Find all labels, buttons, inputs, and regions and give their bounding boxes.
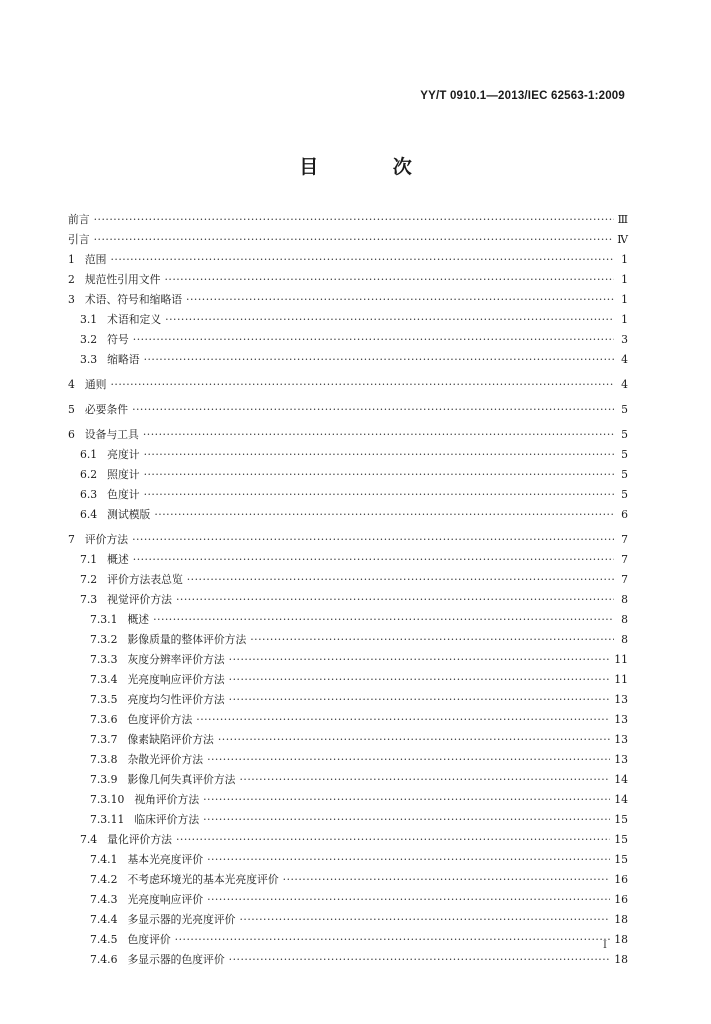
toc-entry-number: 7.3.4 — [90, 673, 118, 686]
toc-entry-title: 影像几何失真评价方法 — [127, 773, 236, 786]
toc-entry[interactable] — [68, 250, 628, 270]
toc-entry-title: 术语和定义 — [107, 313, 162, 326]
toc-entry[interactable] — [68, 730, 628, 750]
toc-entry[interactable] — [68, 330, 628, 350]
toc-entry-title: 临床评价方法 — [134, 813, 200, 826]
toc-entry[interactable] — [68, 290, 628, 310]
toc-entry-title: 视觉评价方法 — [107, 593, 172, 606]
toc-entry-title: 灰度分辨率评价方法 — [127, 653, 225, 666]
dot-leader — [218, 730, 610, 750]
toc-entry-title: 评价方法 — [84, 533, 129, 546]
toc-entry-title: 量化评价方法 — [107, 833, 172, 846]
toc-entry[interactable] — [68, 350, 628, 370]
toc-entry-page: 18 — [614, 913, 628, 926]
toc-entry-title: 术语、符号和缩略语 — [84, 293, 183, 306]
toc-entry-number: 7.3.9 — [90, 773, 118, 786]
dot-leader — [207, 850, 610, 870]
dot-leader — [176, 830, 610, 850]
toc-entry[interactable] — [68, 530, 628, 550]
toc-entry-number: 2 — [68, 273, 75, 286]
dot-leader — [144, 445, 614, 465]
toc-entry-title: 前言 — [68, 213, 90, 226]
page-title: 目 次 — [299, 156, 446, 178]
toc-entry-number: 6.1 — [80, 448, 98, 461]
toc-entry-title: 基本光亮度评价 — [127, 853, 204, 866]
toc-entry-page: 15 — [614, 813, 628, 826]
toc-entry-title: 多显示器的光亮度评价 — [127, 913, 236, 926]
dot-leader — [207, 750, 610, 770]
toc-entry[interactable] — [68, 445, 628, 465]
toc-entry-number: 1 — [68, 253, 75, 266]
toc-entry[interactable] — [68, 670, 628, 690]
toc-entry-page: 7 — [621, 533, 628, 546]
toc-entry[interactable] — [68, 630, 628, 650]
toc-entry-number: 7 — [68, 533, 75, 546]
toc-entry-number: 7.3.8 — [90, 753, 118, 766]
toc-entry[interactable] — [68, 690, 628, 710]
dot-leader — [132, 400, 614, 420]
toc-entry-page: 15 — [614, 853, 628, 866]
toc-entry-page: 1 — [621, 273, 628, 286]
toc-entry-page: 5 — [621, 468, 628, 481]
dot-leader — [207, 890, 610, 910]
dot-leader — [250, 630, 614, 650]
dot-leader — [229, 950, 611, 970]
toc-entry-page: 14 — [614, 773, 628, 786]
toc-entry-number: 7.4.3 — [90, 893, 118, 906]
toc-entry-title: 设备与工具 — [84, 428, 139, 441]
toc-entry[interactable] — [68, 770, 628, 790]
toc-entry-title: 光亮度响应评价 — [127, 893, 204, 906]
dot-leader — [110, 250, 614, 270]
toc-entry-title: 视角评价方法 — [134, 793, 200, 806]
toc-entry-page: 13 — [614, 713, 628, 726]
toc-entry-title: 缩略语 — [107, 353, 140, 366]
toc-entry-title: 概述 — [107, 553, 129, 566]
toc-entry-page: 16 — [614, 893, 628, 906]
toc-entry-page: 1 — [621, 313, 628, 326]
toc-entry-page: 1 — [621, 253, 628, 266]
toc-entry-page: 11 — [614, 673, 628, 686]
toc-entry[interactable] — [68, 870, 628, 890]
table-of-contents — [68, 210, 628, 970]
toc-entry[interactable] — [68, 210, 628, 230]
toc-entry-title: 色度评价方法 — [127, 713, 193, 726]
toc-entry[interactable] — [68, 850, 628, 870]
toc-entry-page: 7 — [621, 553, 628, 566]
toc-entry-title: 评价方法表总览 — [107, 573, 183, 586]
toc-entry-number: 3.2 — [80, 333, 98, 346]
toc-entry-page: 5 — [621, 428, 628, 441]
toc-entry[interactable] — [68, 910, 628, 930]
toc-entry-title: 光亮度响应评价方法 — [127, 673, 225, 686]
dot-leader — [165, 310, 614, 330]
toc-entry[interactable] — [68, 710, 628, 730]
toc-entry-page: 4 — [621, 353, 628, 366]
toc-entry-page: 5 — [621, 448, 628, 461]
toc-entry[interactable] — [68, 930, 628, 950]
toc-entry[interactable] — [68, 810, 628, 830]
toc-entry[interactable] — [68, 950, 628, 970]
toc-entry[interactable] — [68, 610, 628, 630]
toc-entry-page: 8 — [621, 633, 628, 646]
toc-entry[interactable] — [68, 570, 628, 590]
toc-entry[interactable] — [68, 375, 628, 395]
toc-entry[interactable] — [68, 590, 628, 610]
toc-entry-page: 13 — [614, 693, 628, 706]
toc-entry-page: 11 — [614, 653, 628, 666]
toc-entry-page: 3 — [621, 333, 628, 346]
toc-entry-title: 像素缺陷评价方法 — [127, 733, 214, 746]
toc-entry[interactable] — [68, 465, 628, 485]
toc-entry[interactable] — [68, 550, 628, 570]
toc-entry-page: 14 — [614, 793, 628, 806]
toc-entry[interactable] — [68, 790, 628, 810]
toc-entry-title: 概述 — [127, 613, 150, 626]
dot-leader — [196, 710, 610, 730]
toc-entry-number: 7.3.6 — [90, 713, 118, 726]
toc-entry-number: 4 — [68, 378, 75, 391]
dot-leader — [283, 870, 611, 890]
dot-leader — [203, 790, 610, 810]
dot-leader — [229, 690, 611, 710]
toc-entry-title: 范围 — [84, 253, 107, 266]
dot-leader — [143, 425, 614, 445]
toc-entry-page: 1 — [621, 293, 628, 306]
toc-entry-title: 影像质量的整体评价方法 — [127, 633, 247, 646]
toc-entry[interactable] — [68, 650, 628, 670]
toc-entry-page: 13 — [614, 753, 628, 766]
toc-entry-number: 7.4.1 — [90, 853, 118, 866]
toc-entry[interactable] — [68, 890, 628, 910]
dot-leader — [239, 910, 610, 930]
toc-entry-number: 7.4 — [80, 833, 98, 846]
toc-entry-page: 6 — [621, 508, 628, 521]
dot-leader — [229, 670, 611, 690]
toc-entry-page: Ⅲ — [617, 213, 628, 226]
toc-entry-page: 18 — [614, 933, 628, 946]
toc-entry-page: 8 — [621, 613, 628, 626]
dot-leader — [164, 270, 614, 290]
dot-leader — [229, 650, 611, 670]
toc-entry-number: 7.4.2 — [90, 873, 118, 886]
toc-entry-page: 7 — [621, 573, 628, 586]
toc-entry-title: 杂散光评价方法 — [127, 753, 204, 766]
toc-entry-number: 3 — [68, 293, 75, 306]
dot-leader — [144, 465, 614, 485]
toc-entry-title: 引言 — [68, 233, 90, 246]
toc-entry-number: 7.3.3 — [90, 653, 118, 666]
toc-entry-page: Ⅳ — [617, 233, 628, 246]
dot-leader — [133, 330, 614, 350]
toc-entry-number: 7.4.4 — [90, 913, 118, 926]
toc-entry-number: 7.4.6 — [90, 953, 118, 966]
toc-entry[interactable] — [68, 505, 628, 525]
toc-entry-number: 7.4.5 — [90, 933, 118, 946]
dot-leader — [132, 530, 614, 550]
toc-entry-title: 亮度均匀性评价方法 — [127, 693, 225, 706]
toc-entry[interactable] — [68, 485, 628, 505]
dot-leader — [187, 570, 614, 590]
toc-entry-title: 照度计 — [107, 468, 140, 481]
toc-entry-title: 亮度计 — [107, 448, 140, 461]
toc-entry-number: 7.3.5 — [90, 693, 118, 706]
toc-entry-number: 6.4 — [80, 508, 98, 521]
toc-entry-number: 6 — [68, 428, 75, 441]
toc-entry-title: 符号 — [107, 333, 129, 346]
toc-entry-number: 7.3.10 — [90, 793, 125, 806]
toc-entry-title: 必要条件 — [84, 403, 129, 416]
toc-entry[interactable] — [68, 310, 628, 330]
dot-leader — [175, 930, 611, 950]
dot-leader — [154, 505, 614, 525]
dot-leader — [94, 230, 614, 250]
toc-entry-title: 色度评价 — [127, 933, 171, 946]
toc-entry-number: 7.3.1 — [90, 613, 118, 626]
toc-entry-number: 7.3 — [80, 593, 98, 606]
toc-entry-page: 4 — [621, 378, 628, 391]
toc-entry-number: 6.2 — [80, 468, 98, 481]
toc-entry-number: 7.3.2 — [90, 633, 118, 646]
dot-leader — [94, 210, 614, 230]
toc-entry-page: 18 — [614, 953, 628, 966]
toc-entry-number: 7.2 — [80, 573, 98, 586]
toc-entry-page: 16 — [614, 873, 628, 886]
dot-leader — [186, 290, 614, 310]
toc-entry[interactable] — [68, 400, 628, 420]
dot-leader — [153, 610, 614, 630]
toc-entry-number: 7.1 — [80, 553, 98, 566]
toc-entry-number: 3.3 — [80, 353, 98, 366]
dot-leader — [203, 810, 610, 830]
toc-entry-page: 5 — [621, 403, 628, 416]
dot-leader — [144, 485, 614, 505]
toc-entry-title: 测试模版 — [107, 508, 151, 521]
toc-entry-page: 15 — [614, 833, 628, 846]
toc-entry-title: 多显示器的色度评价 — [127, 953, 225, 966]
toc-entry-title: 通则 — [84, 378, 107, 391]
dot-leader — [144, 350, 614, 370]
toc-entry[interactable] — [68, 270, 628, 290]
dot-leader — [110, 375, 614, 395]
dot-leader — [176, 590, 614, 610]
toc-entry-number: 7.3.7 — [90, 733, 118, 746]
standard-number: YY/T 0910.1—2013/IEC 62563-1:2009 — [420, 90, 625, 102]
toc-entry-title: 规范性引用文件 — [84, 273, 161, 286]
toc-entry-page: 13 — [614, 733, 628, 746]
toc-entry[interactable] — [68, 830, 628, 850]
toc-entry-number: 6.3 — [80, 488, 98, 501]
toc-entry-page: 8 — [621, 593, 628, 606]
toc-entry-number: 5 — [68, 403, 75, 416]
toc-entry[interactable] — [68, 230, 628, 250]
toc-entry-number: 3.1 — [80, 313, 98, 326]
dot-leader — [239, 770, 610, 790]
page-number: I — [603, 940, 607, 951]
toc-entry[interactable] — [68, 425, 628, 445]
dot-leader — [133, 550, 614, 570]
toc-entry-title: 不考虑环境光的基本光亮度评价 — [127, 873, 279, 886]
toc-entry[interactable] — [68, 750, 628, 770]
toc-entry-number: 7.3.11 — [90, 813, 125, 826]
toc-entry-title: 色度计 — [107, 488, 140, 501]
toc-entry-page: 5 — [621, 488, 628, 501]
